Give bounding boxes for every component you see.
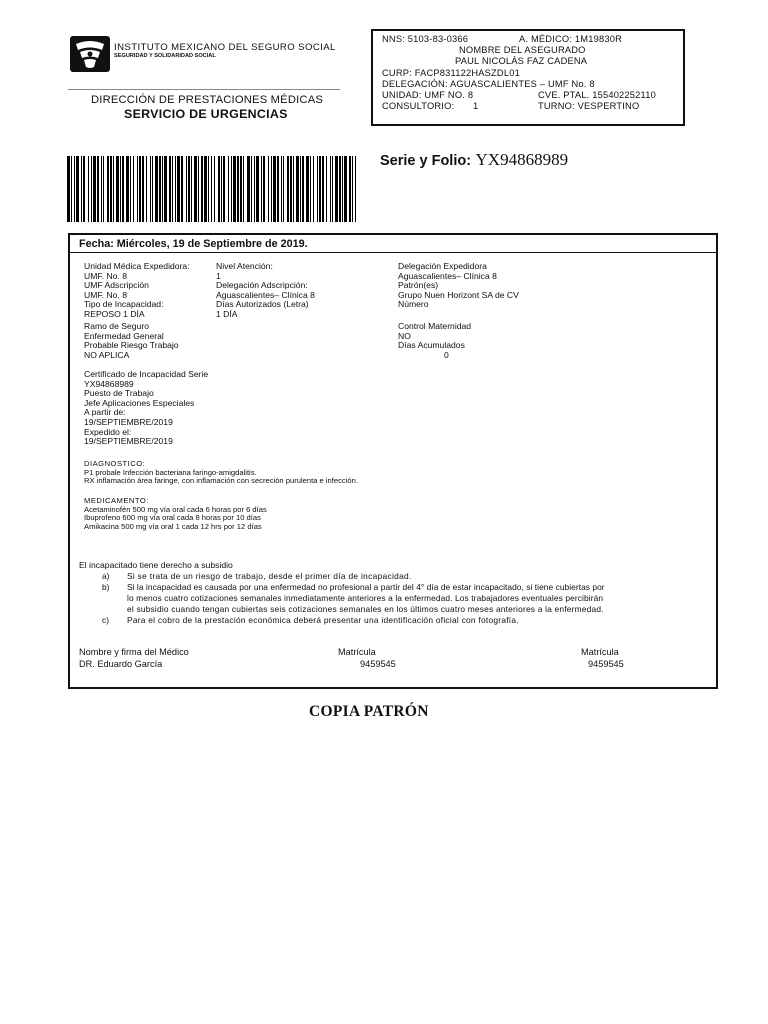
barcode-bar: [164, 156, 167, 222]
service-title: SERVICIO DE URGENCIAS: [124, 107, 288, 121]
barcode: [67, 156, 357, 222]
maternidad-block: [398, 322, 471, 360]
barcode-bar: [120, 156, 121, 222]
field-expedido: Expedido el:: [84, 426, 132, 437]
field-certificado: Certificado de Incapacidad Serie: [84, 369, 209, 379]
medico-code-text: A. MÉDICO: 1M19830R: [519, 34, 623, 44]
subsidio-item-b: b) Si la incapacidad es causada por una enfermedad no profesional a partir del 4° día de estar incapacitado, si tiene cubiertas por lo menos cuatro cotizaciones semanales inmediatamente anteriores a la enfermedad. Los trabajadores eventuales percibirán el subsidio cuando tengan cubiertas seis cotizaciones semanales en los últimos cuatro meses anteriores a la enfermedad.: [102, 582, 605, 614]
barcode-bar: [352, 156, 353, 222]
field-numero: Número: [398, 299, 429, 310]
barcode-bar: [101, 156, 102, 222]
medicamento-line: Amikacina 500 mg vía oral 1 cada 12 hrs por 12 días: [84, 521, 262, 531]
barcode-bar: [204, 156, 207, 222]
barcode-bar: [150, 156, 151, 222]
barcode-bar: [71, 156, 72, 222]
barcode-bar: [332, 156, 333, 222]
barcode-bar: [268, 156, 269, 222]
field-no-aplica: NO APLICA: [84, 349, 130, 360]
unidad-text: UNIDAD: UMF NO. 8: [382, 90, 474, 100]
institution-tagline: SEGURIDAD Y SOLIDARIDAD SOCIAL: [114, 53, 216, 59]
barcode-bar: [243, 156, 244, 222]
barcode-bar: [355, 156, 356, 222]
field-control-maternidad: Control Maternidad: [398, 321, 472, 331]
barcode-bar: [310, 156, 311, 222]
barcode-bar: [231, 156, 232, 222]
barcode-bar: [142, 156, 144, 222]
barcode-bar: [313, 156, 314, 222]
field-certificado-serie: YX94868989: [84, 378, 134, 389]
field-delegacion-expedidora: Delegación Expedidora: [398, 261, 487, 271]
barcode-bar: [103, 156, 104, 222]
barcode-bar: [155, 156, 158, 222]
barcode-bar: [330, 156, 331, 222]
barcode-bar: [322, 156, 324, 222]
barcode-bar: [349, 156, 351, 222]
barcode-bar: [302, 156, 304, 222]
barcode-bar: [271, 156, 272, 222]
barcode-bar: [113, 156, 114, 222]
barcode-bar: [254, 156, 255, 222]
barcode-bar: [339, 156, 341, 222]
header-divider: [68, 89, 340, 90]
serie-folio-value: YX94868989: [475, 150, 569, 169]
barcode-bar: [162, 156, 163, 222]
barcode-bar: [107, 156, 109, 222]
nns-text: NNS: 5103-83-0366: [382, 34, 469, 44]
barcode-bar: [277, 156, 279, 222]
barcode-bar: [342, 156, 343, 222]
barcode-bar: [177, 156, 180, 222]
barcode-bar: [221, 156, 222, 222]
barcode-bar: [122, 156, 124, 222]
field-delegacion-adscripcion: Delegación Adscripción:: [216, 280, 308, 291]
barcode-graphic: [67, 156, 357, 222]
serie-folio: [380, 150, 568, 170]
barcode-bar: [91, 156, 92, 222]
barcode-bar: [293, 156, 294, 222]
barcode-bar: [81, 156, 82, 222]
field-patron: Patrón(es): [398, 280, 439, 291]
field-patron-value: Grupo Nuen Horizont SA de CV: [398, 289, 519, 300]
field-umf-adscripcion: UMF Adscripción: [84, 280, 149, 291]
field-delegacion-value: Aguascalientes– Clínica 8: [216, 289, 315, 300]
barcode-bar: [223, 156, 225, 222]
barcode-bar: [319, 156, 321, 222]
field-riesgo: Probable Riesgo Trabajo: [84, 340, 179, 351]
barcode-bar: [126, 156, 129, 222]
patient-info-box: [371, 29, 685, 126]
field-delegacion-exp-value: Aguascalientes– Clínica 8: [398, 270, 497, 281]
barcode-bar: [317, 156, 318, 222]
field-a-partir: A partir de:: [84, 407, 126, 418]
direction-title: DIRECCIÓN DE PRESTACIONES MÉDICAS: [91, 94, 324, 106]
medico-label: Nombre y firma del Médico: [79, 647, 189, 657]
field-puesto-value: Jefe Aplicaciones Especiales: [84, 397, 195, 408]
barcode-bar: [287, 156, 289, 222]
barcode-bar: [300, 156, 301, 222]
insured-name: PAUL NICOLÁS FAZ CADENA: [455, 56, 588, 66]
barcode-bar: [137, 156, 138, 222]
subsidio-intro: El incapacitado tiene derecho a subsidio: [79, 560, 233, 570]
field-umf-1: UMF. No. 8: [84, 270, 127, 281]
barcode-bar: [296, 156, 299, 222]
barcode-bar: [247, 156, 250, 222]
institution-name: INSTITUTO MEXICANO DEL SEGURO SOCIAL: [114, 42, 336, 53]
barcode-bar: [218, 156, 220, 222]
field-enfermedad: Enfermedad General: [84, 330, 164, 341]
insured-label: NOMBRE DEL ASEGURADO: [459, 45, 586, 55]
column-delegacion: [398, 262, 519, 310]
field-dias-autorizados: Días Autorizados (Letra): [216, 299, 309, 310]
diagnostico-line: RX inflamación área faringe, con inflamación con secreción purulenta e infección.: [84, 476, 358, 486]
field-nivel-value: 1: [216, 270, 221, 281]
field-unidad-medica: Unidad Médica Expedidora:: [84, 261, 190, 271]
column-nivel: [216, 262, 315, 320]
matricula-label-1: Matrícula: [338, 647, 376, 657]
barcode-bar: [116, 156, 119, 222]
consultorio-label: CONSULTORIO:: [382, 101, 455, 111]
barcode-bar: [208, 156, 209, 222]
barcode-bar: [133, 156, 134, 222]
barcode-bar: [281, 156, 282, 222]
imss-logo: [70, 36, 110, 72]
barcode-bar: [159, 156, 161, 222]
fecha-text: Fecha: Miércoles, 19 de Septiembre de 2019.: [79, 238, 308, 250]
delegacion-text: DELEGACIÓN: AGUASCALIENTES – UMF No. 8: [382, 79, 595, 89]
barcode-bar: [263, 156, 265, 222]
barcode-bar: [74, 156, 75, 222]
barcode-bar: [188, 156, 190, 222]
barcode-bar: [181, 156, 183, 222]
barcode-bar: [201, 156, 203, 222]
medicamento-block: [84, 497, 267, 531]
barcode-bar: [214, 156, 215, 222]
field-a-partir-value: 19/SEPTIEMBRE/2019: [84, 416, 173, 427]
barcode-bar: [186, 156, 187, 222]
turno-text: TURNO: VESPERTINO: [538, 101, 640, 111]
barcode-bar: [152, 156, 153, 222]
barcode-bar: [67, 156, 70, 222]
barcode-bar: [110, 156, 112, 222]
barcode-bar: [261, 156, 262, 222]
barcode-bar: [172, 156, 173, 222]
barcode-bar: [194, 156, 197, 222]
matricula-value-1: 9459545: [360, 659, 396, 669]
barcode-bar: [344, 156, 347, 222]
subsidio-list: [102, 571, 605, 626]
field-expedido-value: 19/SEPTIEMBRE/2019: [84, 436, 173, 447]
barcode-bar: [83, 156, 85, 222]
field-puesto: Puesto de Trabajo: [84, 388, 154, 399]
barcode-bar: [240, 156, 242, 222]
field-dias-acumulados: Días Acumulados: [398, 340, 465, 351]
imss-eagle-icon: [70, 36, 110, 72]
field-nivel-atencion: Nivel Atención:: [216, 261, 273, 271]
barcode-bar: [130, 156, 131, 222]
barcode-bar: [237, 156, 239, 222]
fecha-underline: [70, 252, 716, 253]
barcode-bar: [306, 156, 309, 222]
field-maternidad-value: NO: [398, 330, 411, 341]
barcode-bar: [228, 156, 229, 222]
field-dias-value: 1 DÍA: [216, 308, 238, 319]
diagnostico-title: DIAGNOSTICO:: [84, 459, 146, 468]
barcode-bar: [88, 156, 89, 222]
column-unidad: [84, 262, 190, 320]
barcode-bar: [335, 156, 338, 222]
ramo-block: [84, 322, 179, 360]
matricula-label-2: Matrícula: [581, 647, 619, 657]
barcode-bar: [76, 156, 79, 222]
barcode-bar: [256, 156, 259, 222]
field-ramo: Ramo de Seguro: [84, 321, 149, 331]
barcode-bar: [139, 156, 141, 222]
barcode-bar: [233, 156, 236, 222]
barcode-bar: [273, 156, 276, 222]
barcode-bar: [290, 156, 292, 222]
subsidio-item-c: c) Para el cobro de la prestación económica deberá presentar una identificación oficial con fotografía.: [102, 615, 519, 625]
barcode-bar: [97, 156, 99, 222]
barcode-bar: [283, 156, 284, 222]
matricula-value-2: 9459545: [588, 659, 624, 669]
curp-text: CURP: FACP831122HASZDL01: [382, 68, 520, 78]
medico-name: DR. Eduardo García: [79, 659, 163, 669]
field-tipo-incapacidad: Tipo de Incapacidad:: [84, 299, 164, 310]
certificate-box: [68, 233, 718, 689]
copy-label: COPIA PATRÓN: [309, 703, 429, 720]
medicamento-line: Ibuprofeno 600 mg vía oral cada 8 horas por 10 días: [84, 513, 261, 523]
medicamento-line: Acetaminofén 500 mg vía oral cada 6 horas por 6 días: [84, 504, 267, 514]
barcode-bar: [146, 156, 147, 222]
diagnostico-block: [84, 460, 358, 486]
field-umf-2: UMF. No. 8: [84, 289, 127, 300]
barcode-bar: [169, 156, 171, 222]
subsidio-item-a: a) Si se trata de un riesgo de trabajo, desde el primer día de incapacidad.: [102, 571, 412, 581]
barcode-bar: [191, 156, 192, 222]
field-dias-acumulados-value: 0: [444, 349, 449, 360]
barcode-bar: [93, 156, 96, 222]
consultorio-value: 1: [473, 101, 479, 111]
barcode-bar: [211, 156, 212, 222]
barcode-bar: [326, 156, 327, 222]
diagnostico-line: P1 probale Infección bacteriana faringo-amigdalitis.: [84, 467, 257, 477]
medicamento-title: MEDICAMENTO:: [84, 496, 149, 505]
barcode-bar: [251, 156, 252, 222]
serie-folio-label: Serie y Folio:: [380, 153, 472, 169]
certificado-block: [84, 370, 208, 447]
field-reposo: REPOSO 1 DÍA: [84, 308, 145, 319]
barcode-bar: [198, 156, 199, 222]
barcode-bar: [175, 156, 176, 222]
cve-ptal-text: CVE. PTAL. 155402252110: [538, 90, 656, 100]
